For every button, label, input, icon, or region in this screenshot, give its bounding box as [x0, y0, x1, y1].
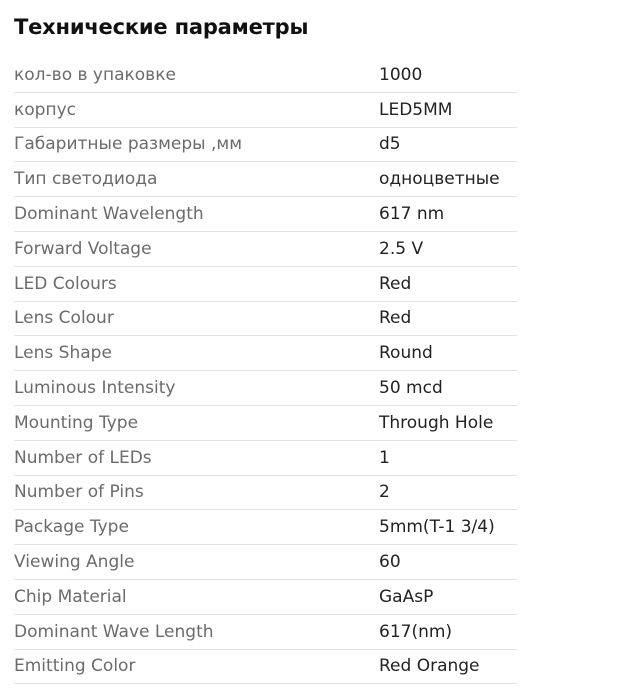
- spec-value: 617 nm: [379, 204, 445, 225]
- spec-label: Luminous Intensity: [14, 378, 176, 399]
- spec-label: Dominant Wavelength: [14, 204, 204, 225]
- spec-value: 2: [379, 482, 390, 503]
- spec-row: [14, 615, 517, 650]
- spec-label: LED Colours: [14, 273, 117, 294]
- spec-value: 60: [379, 552, 401, 573]
- spec-row: [14, 371, 517, 406]
- spec-row: [14, 58, 517, 93]
- spec-label: Number of LEDs: [14, 447, 152, 468]
- spec-label: Package Type: [14, 517, 129, 538]
- spec-row: [14, 336, 517, 371]
- spec-row: [14, 232, 517, 267]
- spec-row: [14, 580, 517, 615]
- spec-row: [14, 93, 517, 128]
- spec-value: 5mm(T-1 3/4): [379, 517, 495, 538]
- spec-row: [14, 197, 517, 232]
- spec-label: Chip Material: [14, 586, 127, 607]
- spec-table: [14, 58, 517, 684]
- spec-label: Dominant Wave Length: [14, 621, 214, 642]
- spec-value: 1000: [379, 64, 423, 85]
- spec-label: Forward Voltage: [14, 238, 152, 259]
- spec-value: Red: [379, 273, 412, 294]
- spec-value: Through Hole: [379, 412, 494, 433]
- spec-label: Emitting Color: [14, 656, 136, 677]
- spec-row: [14, 545, 517, 580]
- spec-label: Mounting Type: [14, 412, 139, 433]
- spec-value: d5: [379, 134, 401, 155]
- spec-value: 617(nm): [379, 621, 453, 642]
- spec-value: одноцветные: [379, 169, 500, 190]
- spec-value: 1: [379, 447, 390, 468]
- spec-label: корпус: [14, 99, 76, 120]
- spec-row: [14, 406, 517, 441]
- spec-label: Number of Pins: [14, 482, 144, 503]
- spec-value: 50 mcd: [379, 378, 443, 399]
- spec-label: кол-во в упаковке: [14, 64, 176, 85]
- spec-row: [14, 441, 517, 476]
- spec-label: Lens Shape: [14, 343, 112, 364]
- spec-row: [14, 302, 517, 337]
- spec-row: [14, 267, 517, 302]
- spec-label: Lens Colour: [14, 308, 114, 329]
- spec-value: Red: [379, 308, 412, 329]
- spec-row: [14, 510, 517, 545]
- page-title: Технические параметры: [14, 15, 309, 39]
- spec-row: [14, 476, 517, 511]
- spec-row: [14, 128, 517, 163]
- spec-row: [14, 650, 517, 685]
- spec-label: Габаритные размеры ,мм: [14, 134, 243, 155]
- spec-value: 2.5 V: [379, 238, 424, 259]
- spec-value: GaAsP: [379, 586, 434, 607]
- spec-label: Viewing Angle: [14, 552, 135, 573]
- spec-row: [14, 162, 517, 197]
- spec-value: LED5MM: [379, 99, 453, 120]
- spec-label: Тип светодиода: [14, 169, 158, 190]
- spec-value: Red Orange: [379, 656, 480, 677]
- spec-value: Round: [379, 343, 433, 364]
